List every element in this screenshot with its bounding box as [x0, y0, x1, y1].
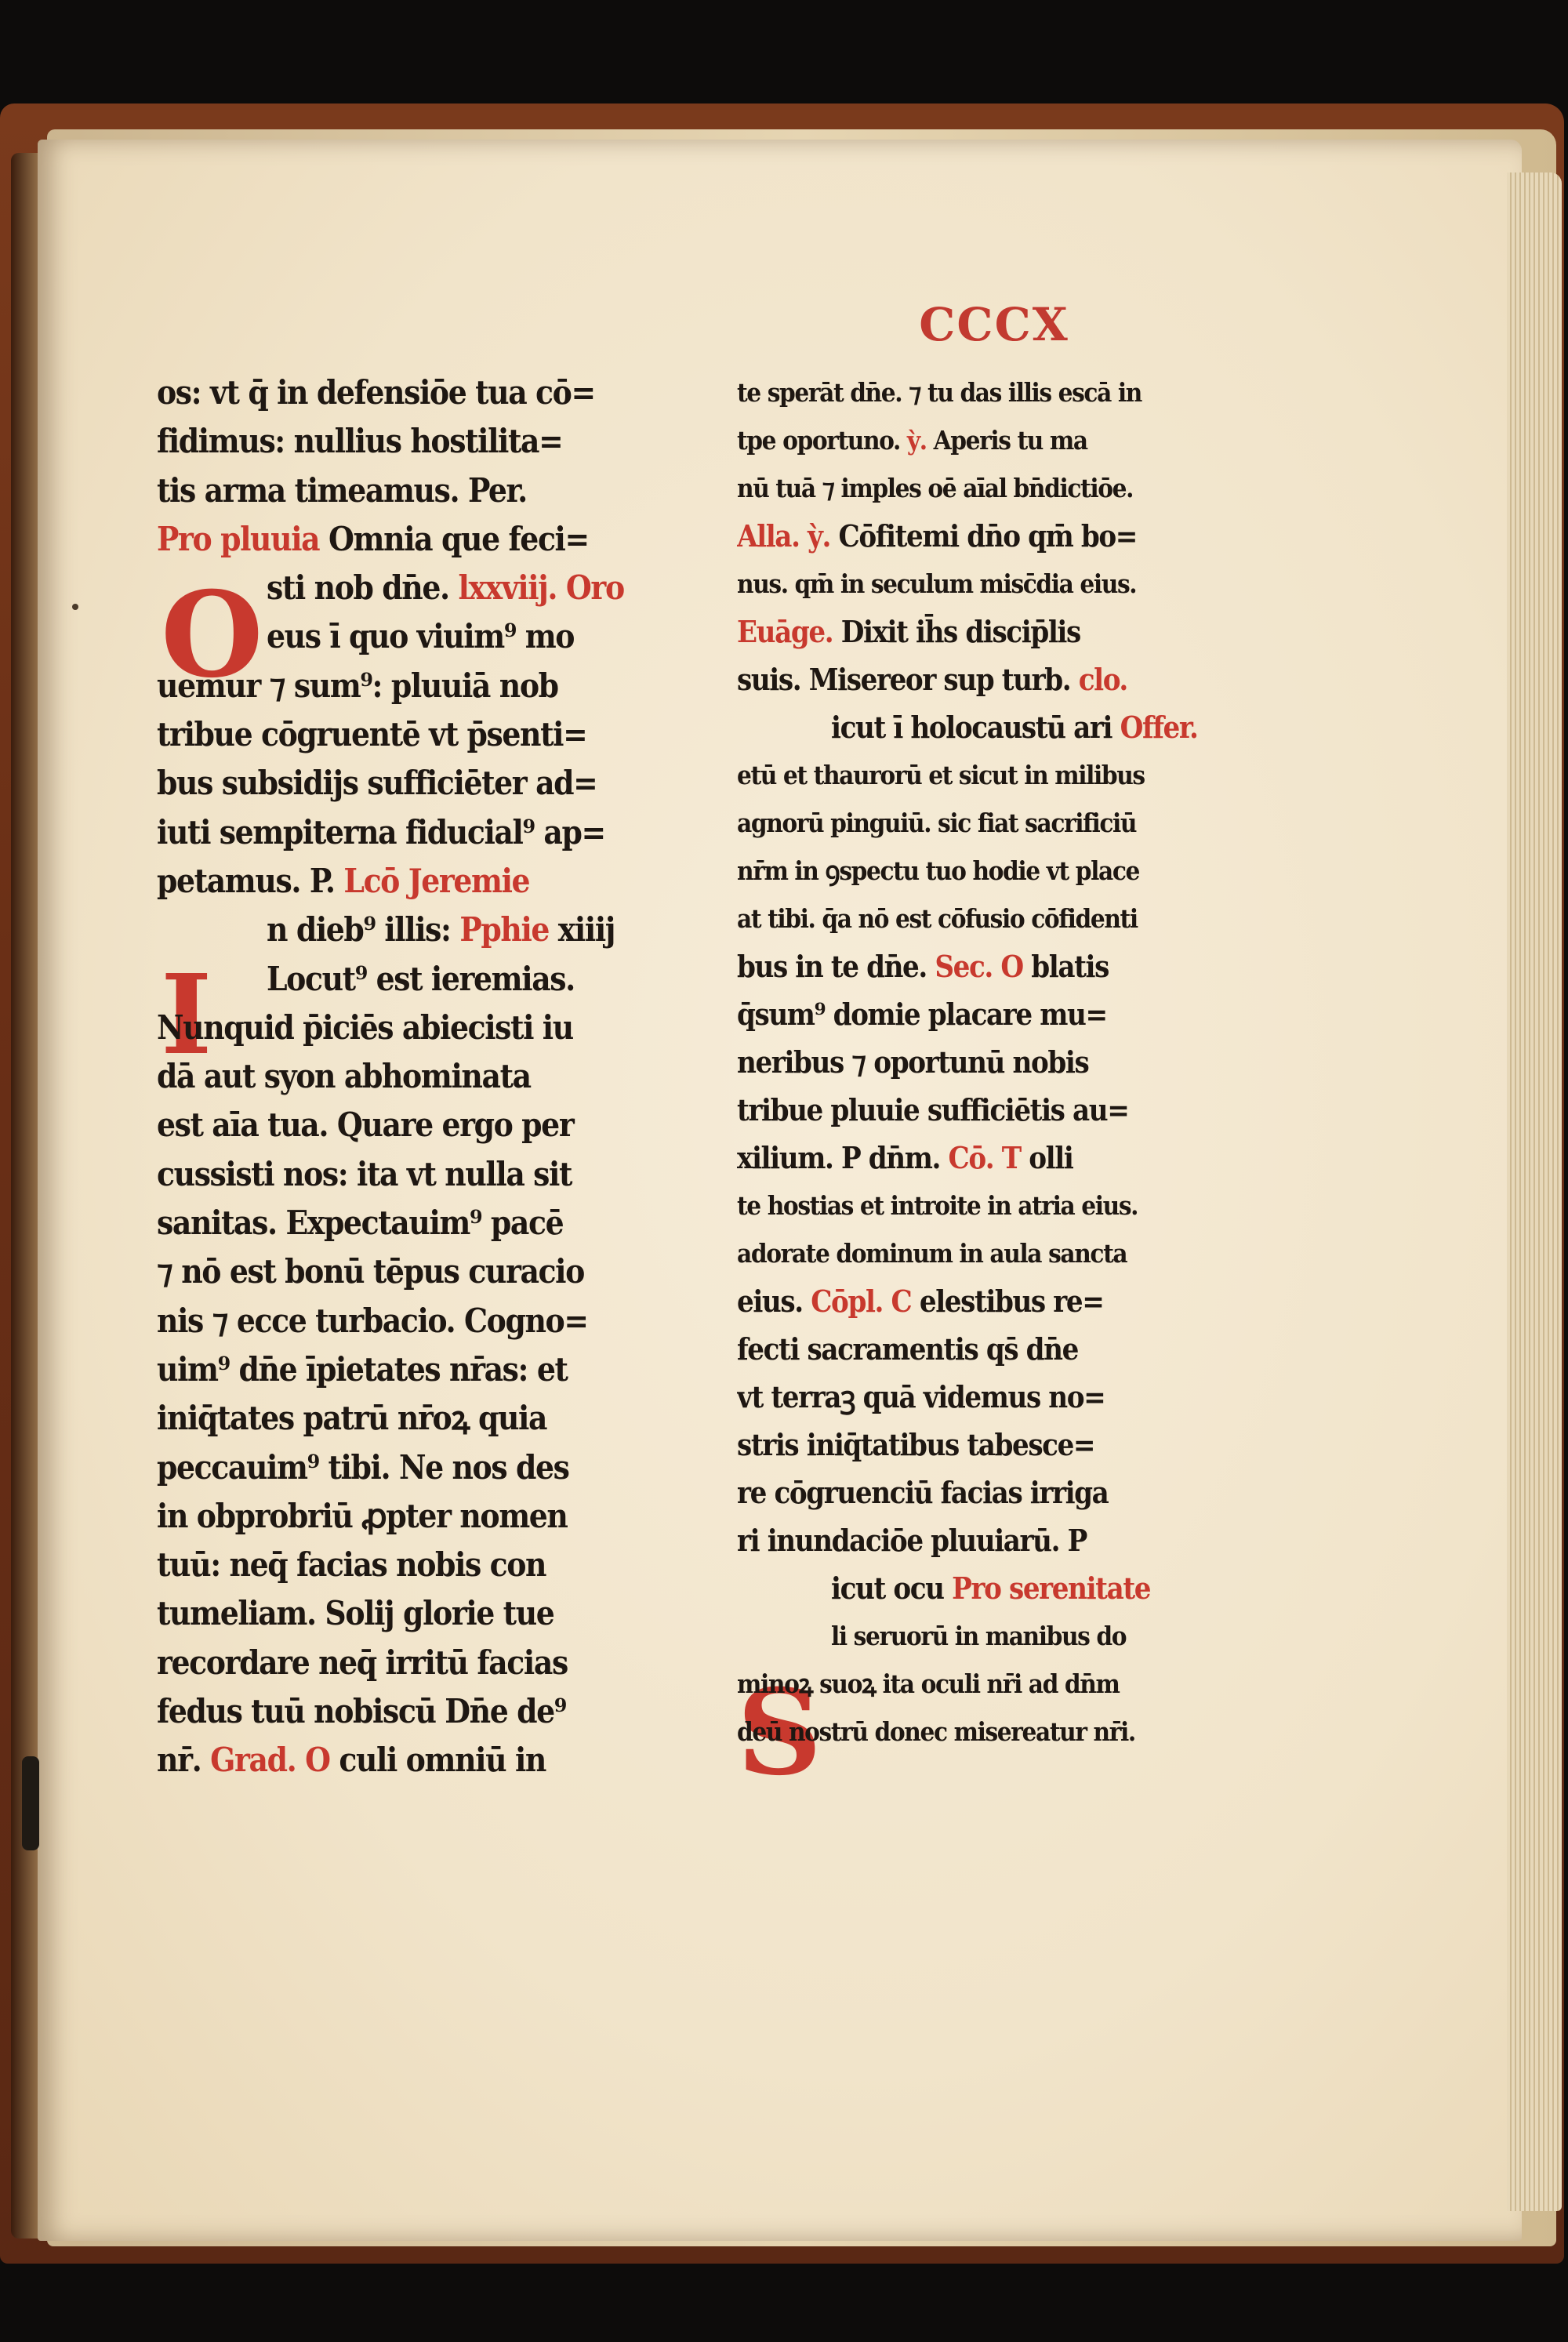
- body-text: bus subsidijs sufficiēter ad=: [157, 764, 597, 803]
- text-line: [157, 808, 635, 857]
- body-text: sanitas. Expectauim⁹ pacē: [157, 1204, 564, 1243]
- text-line: [737, 799, 1239, 847]
- body-text: recordare neq̄ irritū facias: [157, 1643, 568, 1682]
- body-text: li seruorū in manibus do: [831, 1621, 1127, 1651]
- body-text: iniq̄tates patrū nr̄oꝝ quia: [157, 1399, 547, 1438]
- text-line: [737, 1182, 1239, 1229]
- text-line: [157, 955, 635, 1004]
- text-line: [157, 467, 635, 515]
- text-line: [157, 515, 635, 564]
- body-text: peccauim⁹ tibi. Ne nos des: [157, 1447, 569, 1487]
- text-line: [737, 1708, 1239, 1756]
- body-text: icut ocu: [831, 1570, 953, 1606]
- text-line: [157, 1589, 635, 1638]
- body-text: bus in te dn̄e.: [737, 949, 935, 984]
- body-text: etū et thaurorū et sicut in milibus: [737, 760, 1145, 790]
- body-text: fedus tuū nobiscū Dn̄e de⁹: [157, 1692, 566, 1731]
- rubric-text: Lcō Jeremie: [343, 861, 530, 900]
- text-line: [737, 1277, 1239, 1325]
- text-line: [737, 560, 1239, 608]
- body-text: petamus. P.: [157, 861, 344, 900]
- body-text: olli: [1020, 1140, 1073, 1175]
- text-line: [737, 751, 1239, 799]
- body-text: at tibi. q̄a nō est cōfusio cōfidenti: [737, 903, 1138, 934]
- body-text: dā aut syon abhominata: [157, 1057, 531, 1096]
- body-text: vt terraꝫ quā videmus no=: [737, 1379, 1105, 1414]
- text-line: [157, 1492, 635, 1541]
- body-text: in obprobriū ꝓpter nomen: [157, 1496, 568, 1535]
- body-text: adorate dominum in aula sancta: [737, 1238, 1127, 1269]
- text-line: [157, 1247, 635, 1296]
- body-text: ⁊ nō est bonū tēpus curacio: [157, 1252, 584, 1291]
- text-line: [157, 906, 635, 954]
- initial-capital-o: O: [161, 566, 263, 704]
- body-text: eius.: [737, 1284, 811, 1319]
- body-text: tpe oportuno.: [737, 425, 907, 456]
- body-text: fecti sacramentis qs̄ dn̄e: [737, 1331, 1078, 1367]
- body-text: re cōgruenciū facias irriga: [737, 1475, 1109, 1510]
- body-text: icut ī holocaustū ari: [831, 710, 1120, 745]
- body-text: uemur ⁊ sum⁹: pluuiā nob: [157, 666, 558, 705]
- body-text: nr̄.: [157, 1741, 211, 1780]
- text-line: [737, 464, 1239, 512]
- text-line: [157, 857, 635, 906]
- rubric-text: Pro pluuia: [157, 519, 329, 558]
- margin-mark: [72, 604, 78, 610]
- text-line: [157, 1101, 635, 1149]
- body-text: ri inundaciōe pluuiarū. P: [737, 1523, 1087, 1558]
- rubric-text: Cōpl. C: [811, 1284, 912, 1319]
- initial-capital-i: I: [161, 951, 212, 1080]
- rubric-text: Sec. O: [935, 949, 1023, 984]
- text-line: [737, 1421, 1239, 1469]
- body-text: neribus ⁊ oportunū nobis: [737, 1044, 1089, 1080]
- body-text: elestibus re=: [911, 1284, 1104, 1319]
- text-line: [737, 512, 1239, 560]
- text-line: [157, 1736, 635, 1785]
- text-line: [157, 1687, 635, 1736]
- body-text: agnorū pinguiū. sic fiat sacrificiū: [737, 808, 1137, 838]
- text-line: [737, 1086, 1239, 1134]
- initial-capital-s: S: [737, 1664, 822, 1802]
- body-text: os: vt q̄ in defensiōe tua cō=: [157, 373, 595, 412]
- binding-stain: [22, 1756, 39, 1850]
- body-text: n dieb⁹ illis:: [267, 910, 460, 950]
- body-text: Dixit ih̄s discip̄lis: [833, 614, 1080, 649]
- text-line: [737, 895, 1239, 942]
- text-line: [157, 1541, 635, 1589]
- body-text: iuti sempiterna fiducial⁹ ap=: [157, 812, 605, 851]
- body-text: blatis: [1022, 949, 1109, 984]
- rubric-text: lxxviij. Oro: [458, 568, 624, 608]
- body-text: est aīa tua. Quare ergo per: [157, 1106, 574, 1145]
- body-text: Nunquid p̄iciēs abiecisti iu: [157, 1008, 573, 1047]
- text-line: [737, 416, 1239, 464]
- body-text: nis ⁊ ecce turbacio. Cogno=: [157, 1301, 588, 1340]
- body-text: xiiij: [549, 910, 615, 950]
- text-line: [737, 1660, 1239, 1708]
- text-line: [157, 1052, 635, 1101]
- text-line: [157, 1443, 635, 1492]
- text-line: [157, 662, 635, 710]
- rubric-text: Cō. T: [948, 1140, 1021, 1175]
- text-line: [157, 612, 635, 661]
- rubric-text: Euāge.: [737, 614, 833, 649]
- body-text: tumeliam. Solij glorie tue: [157, 1594, 554, 1633]
- body-text: Locut⁹ est ieremias.: [267, 959, 575, 998]
- body-text: Aperis tu ma: [926, 425, 1087, 456]
- body-text: nū tuā ⁊ imples oē aīal bn̄dictiōe.: [737, 473, 1134, 503]
- body-text: sti nob dn̄e.: [267, 568, 459, 608]
- text-line: [737, 1325, 1239, 1373]
- text-line: [737, 847, 1239, 895]
- text-line: [157, 417, 635, 466]
- text-line: [157, 759, 635, 808]
- text-line: [157, 1639, 635, 1687]
- text-line: [737, 1373, 1239, 1421]
- text-line: [737, 1564, 1239, 1612]
- body-text: suis. Misereor sup turb.: [737, 662, 1079, 697]
- body-text: Omnia que feci=: [328, 519, 589, 558]
- body-text: tribue pluuie sufficiētis au=: [737, 1092, 1129, 1127]
- text-line: [157, 369, 635, 417]
- body-text: deū nostrū donec misereatur nr̄i.: [737, 1716, 1135, 1747]
- text-line: [157, 1004, 635, 1052]
- rubric-text: Grad. O: [210, 1741, 330, 1780]
- text-line: [737, 1516, 1239, 1564]
- folio-number: CCCX: [919, 298, 1069, 351]
- body-text: nr̄m in ꝯspectu tuo hodie vt place: [737, 855, 1140, 886]
- body-text: xilium. P dn̄m.: [737, 1140, 949, 1175]
- body-text: tis arma timeamus. Per.: [157, 470, 527, 510]
- body-text: nus. qm̄ in seculum misc̄dia eius.: [737, 568, 1137, 599]
- text-line: [737, 1469, 1239, 1516]
- body-text: culi omniū in: [329, 1741, 546, 1780]
- body-text: Cōfitemi dn̄o qm̄ bo=: [830, 518, 1138, 554]
- text-line: [737, 942, 1239, 990]
- text-line: [157, 1150, 635, 1199]
- page-edges: [1507, 172, 1562, 2211]
- text-line: [157, 1394, 635, 1443]
- text-line: [737, 990, 1239, 1038]
- rubric-text: Pro serenitate: [952, 1570, 1151, 1606]
- body-text: q̄sum⁹ domie placare mu=: [737, 997, 1107, 1032]
- right-text-column: [737, 369, 1239, 1756]
- body-text: te hostias et introite in atria eius.: [737, 1190, 1138, 1221]
- rubric-text: Offer.: [1120, 710, 1198, 745]
- text-line: [737, 703, 1239, 751]
- body-text: cussisti nos: ita vt nulla sit: [157, 1154, 572, 1193]
- text-line: [737, 608, 1239, 655]
- text-line: [157, 1345, 635, 1394]
- rubric-text: Pphie: [459, 910, 550, 950]
- text-line: [737, 1229, 1239, 1277]
- rubric-text: clo.: [1078, 662, 1127, 697]
- body-text: fidimus: nullius hostilita=: [157, 422, 563, 461]
- body-text: uim⁹ dn̄e īpietates nr̄as: et: [157, 1349, 568, 1389]
- body-text: minoꝝ suoꝝ ita oculi nr̄i ad dn̄m: [737, 1668, 1120, 1699]
- text-line: [737, 655, 1239, 703]
- text-line: [157, 1199, 635, 1247]
- text-line: [157, 1297, 635, 1345]
- body-text: stris iniq̄tatibus tabesce=: [737, 1427, 1095, 1462]
- body-text: tuū: neq̄ facias nobis con: [157, 1545, 546, 1585]
- text-line: [737, 1612, 1239, 1660]
- rubric-text: ỳ.: [906, 425, 927, 456]
- body-text: te sperāt dn̄e. ⁊ tu das illis escā in: [737, 377, 1142, 408]
- text-line: [157, 564, 635, 612]
- text-line: [737, 1134, 1239, 1182]
- text-line: [157, 710, 635, 759]
- left-text-column: [157, 369, 635, 1785]
- text-line: [737, 369, 1239, 416]
- body-text: tribue cōgruentē vt p̄senti=: [157, 715, 587, 754]
- text-line: [737, 1038, 1239, 1086]
- body-text: eus ī quo viuim⁹ mo: [267, 617, 575, 656]
- rubric-text: Alla. ỳ.: [737, 518, 831, 554]
